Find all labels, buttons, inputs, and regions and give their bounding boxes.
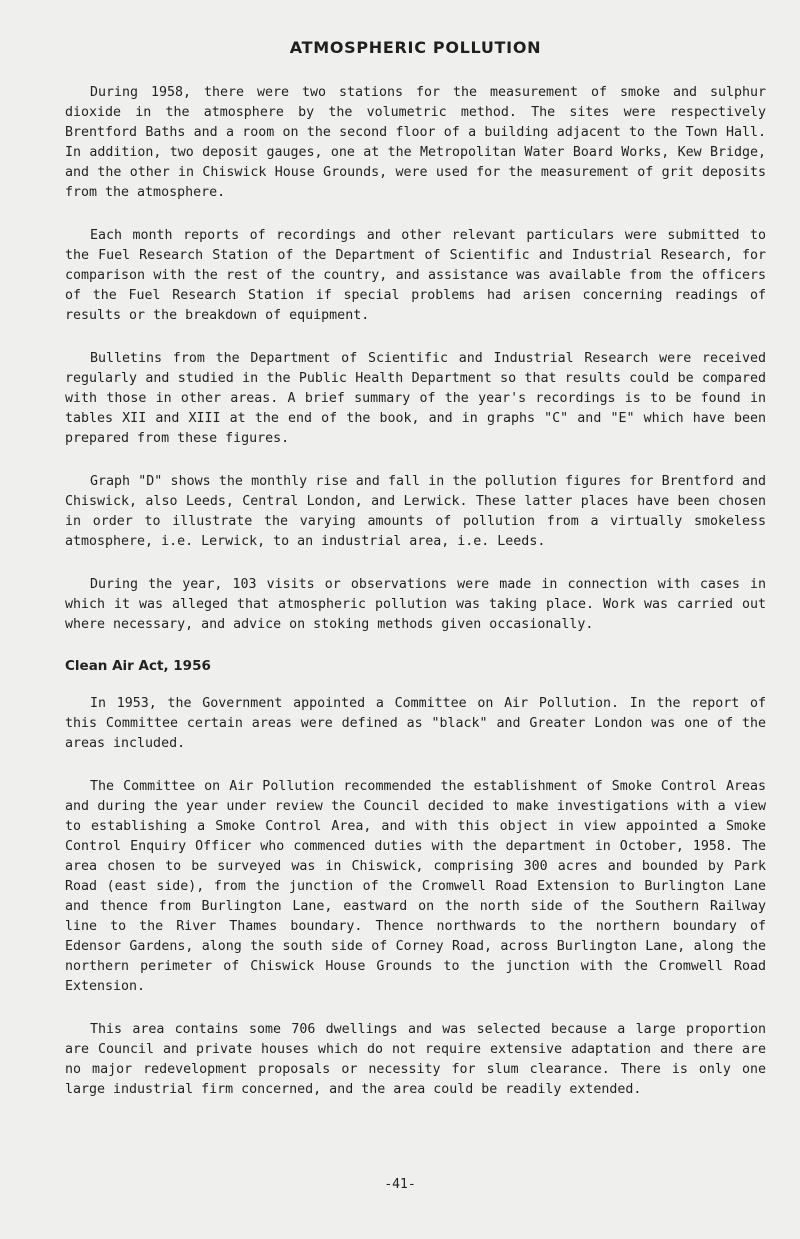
paragraph-graph-d: Graph "D" shows the monthly rise and fall in the pollution figures for Brentford and Chiswick, also Leeds, Central London, and Lerwick. These latter places have been chosen in order to illustrate the varying amounts of pollution from a virtually smokeless atmosphere, i.e. Lerwick, to an industrial area, i.e. Leeds. bbox=[65, 474, 766, 549]
paragraph-bulletins: Bulletins from the Department of Scientific and Industrial Research were received regularly and studied in the Public Health Department so that results could be compared with those in other areas. A brief summary of the year's recordings is to be found in tables XII and XIII at the end of the book, and in graphs "C" and "E" which have been prepared from these figures. bbox=[65, 351, 766, 446]
paragraph-dwellings: This area contains some 706 dwellings and was selected because a large proportion are Council and private houses which do not require extensive adaptation and there are no major redevelopment proposals or necessity for slum clearance. There is only one large industrial firm concerned, and the area could be readily extended. bbox=[65, 1022, 766, 1097]
paragraph-monthly-reports: Each month reports of recordings and other relevant particulars were submitted to the Fuel Research Station of the Department of Scientific and Industrial Research, for comparison with the rest of the country, and assistance was available from the officers of the Fuel Research Station if special problems had arisen concerning readings of results or the breakdown of equipment. bbox=[65, 228, 766, 323]
paragraph-committee-1953: In 1953, the Government appointed a Committee on Air Pollution. In the report of this Committee certain areas were defined as "black" and Greater London was one of the areas included. bbox=[65, 696, 766, 751]
page-title: ATMOSPHERIC POLLUTION bbox=[289, 38, 542, 57]
paragraph-smoke-control: The Committee on Air Pollution recommended the establishment of Smoke Control Areas and during the year under review the Council decided to make investigations with a view to establishing a Smoke Control Area, and with this object in view appointed a Smoke Control Enquiry Officer who commenced duties with the department in October, 1958. The area chosen to be surveyed was in Chiswick, comprising 300 acres and bounded by Park Road (east side), from the junction of the Cromwell Road Extension to Burlington Lane and thence from Burlington Lane, eastward on the north side of the Southern Railway line to the River Thames boundary. Thence northwards to the northern boundary of Edensor Gardens, along the south side of Corney Road, across Burlington Lane, along the northern perimeter of Chiswick House Grounds to the junction with the Cromwell Road Extension. bbox=[65, 779, 766, 994]
paragraph-visits: During the year, 103 visits or observations were made in connection with cases in which it was alleged that atmospheric pollution was taking place. Work was carried out where necessary, and advice on stoking methods given occasionally. bbox=[65, 577, 766, 632]
paragraph-stations: During 1958, there were two stations for the measurement of smoke and sulphur dioxide in the atmosphere by the volumetric method. The sites were respectively Brentford Baths and a room on the second floor of a building adjacent to the Town Hall. In addition, two deposit gauges, one at the Metropolitan Water Board Works, Kew Bridge, and the other in Chiswick House Grounds, were used for the measurement of grit deposits from the atmosphere. bbox=[65, 85, 766, 200]
page-number: -41- bbox=[384, 1177, 416, 1192]
section-heading-clean-air-act: Clean Air Act, 1956 bbox=[65, 658, 211, 674]
